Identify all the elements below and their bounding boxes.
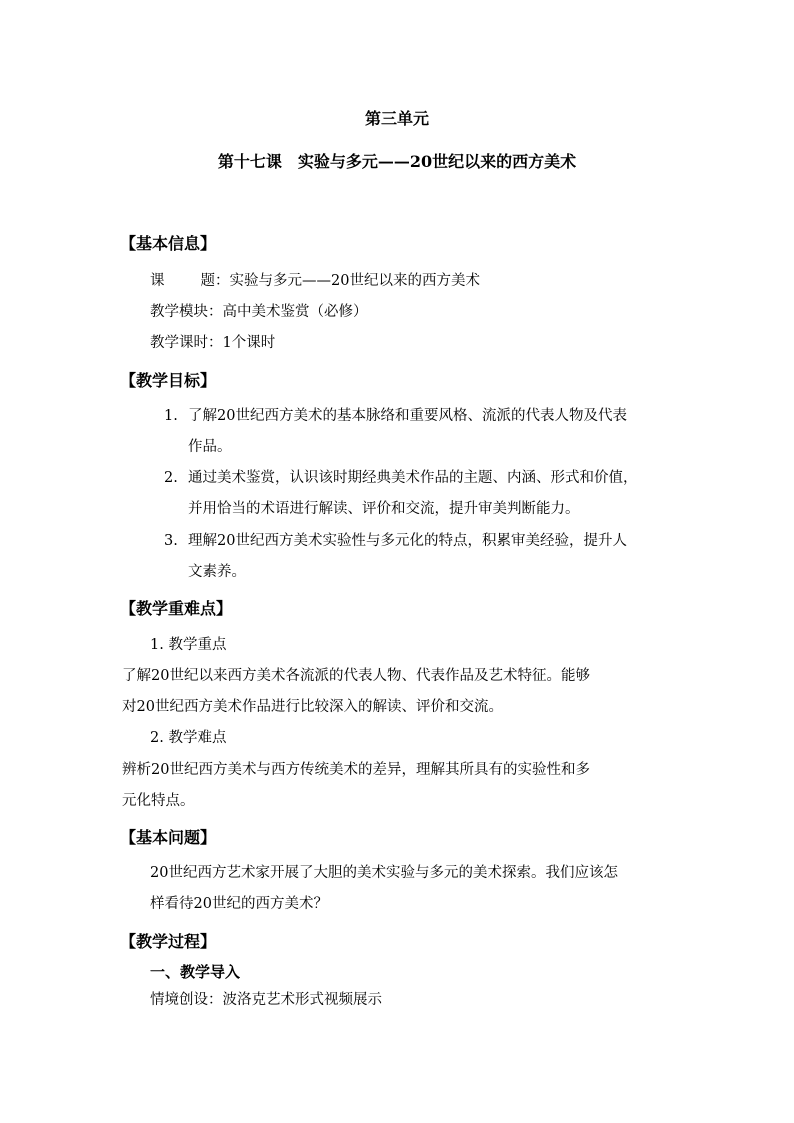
key-points-heading: 【教学重难点】: [120, 599, 233, 618]
basic-info-heading: 【基本信息】: [120, 234, 217, 253]
topic-label-b: 题：: [200, 273, 230, 289]
process-subheading-1: 一、教学导入: [150, 963, 241, 981]
unit-title: 第三单元: [364, 109, 429, 128]
objective-number: 1.: [164, 408, 178, 424]
objective-item-2-cont: 并用恰当的术语进行解读、评价和交流，提升审美判断能力。: [188, 501, 580, 517]
topic-value: 实验与多元——20世纪以来的西方美术: [229, 273, 480, 289]
difficulty-label: 2. 教学难点: [150, 730, 227, 746]
focus-label: 1. 教学重点: [150, 637, 227, 653]
basic-question-heading: 【基本问题】: [120, 828, 217, 847]
objective-text: 理解20世纪西方美术实验性与多元化的特点，积累审美经验，提升人: [188, 533, 627, 549]
module-line: 教学模块：高中美术鉴赏（必修）: [150, 304, 368, 320]
objective-number: 3.: [164, 533, 178, 549]
hours-line: 教学课时：1个课时: [150, 335, 276, 351]
objective-item-1: [164, 404, 627, 425]
objectives-heading: 【教学目标】: [120, 371, 217, 390]
topic-line: [150, 269, 480, 290]
objective-item-1-cont: 作品。: [188, 439, 232, 455]
objective-item-3: [164, 529, 627, 550]
objective-text: 了解20世纪西方美术的基本脉络和重要风格、流派的代表人物及代表: [188, 408, 627, 424]
difficulty-line-2: 元化特点。: [122, 793, 195, 809]
process-text-1: 情境创设：波洛克艺术形式视频展示: [150, 992, 382, 1008]
process-heading: 【教学过程】: [120, 932, 217, 951]
basic-question-line-2: 样看待20世纪的西方美术？: [150, 896, 328, 912]
focus-line-2: 对20世纪西方美术作品进行比较深入的解读、评价和交流。: [122, 699, 503, 715]
focus-line-1: 了解20世纪以来西方美术各流派的代表人物、代表作品及艺术特征。能够: [122, 668, 590, 684]
objective-item-2: [164, 466, 638, 487]
lesson-title: 第十七课 实验与多元——20世纪以来的西方美术: [217, 152, 577, 171]
objective-text: 通过美术鉴赏，认识该时期经典美术作品的主题、内涵、形式和价值，: [188, 470, 638, 486]
objective-item-3-cont: 文素养。: [188, 564, 246, 580]
topic-label-a: 课: [150, 273, 165, 289]
objective-number: 2.: [164, 470, 178, 486]
difficulty-line-1: 辨析20世纪西方美术与西方传统美术的差异，理解其所具有的实验性和多: [122, 762, 590, 778]
basic-question-line-1: 20世纪西方艺术家开展了大胆的美术实验与多元的美术探索。我们应该怎: [150, 865, 618, 881]
